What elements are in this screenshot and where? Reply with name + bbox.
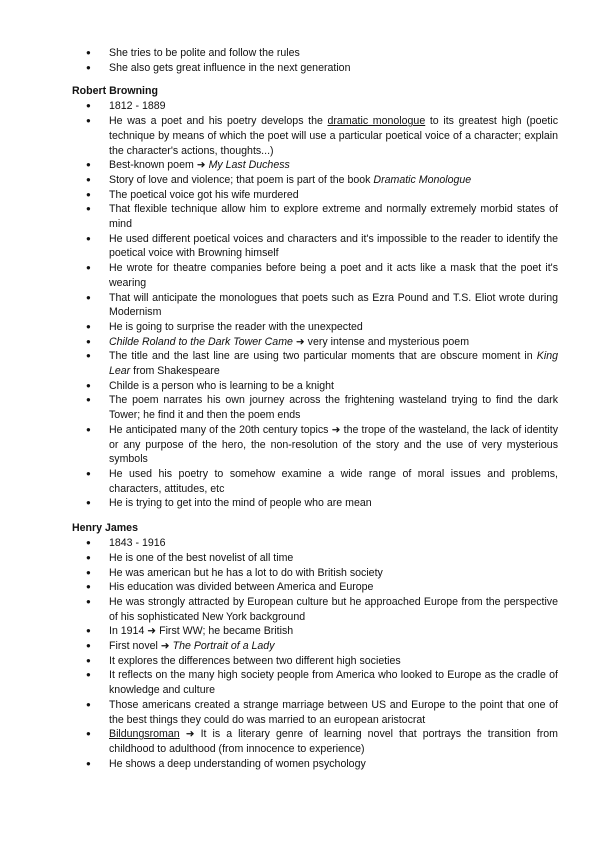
list-item: ● He is trying to get into the mind of people who are mean	[72, 496, 558, 511]
document-page	[72, 46, 558, 771]
list-item	[72, 639, 558, 654]
work-title: My Last Duchess	[208, 159, 290, 172]
text: Story of love and violence; that poem is part of the book	[109, 173, 374, 186]
section-heading-browning: Robert Browning	[72, 85, 158, 98]
list-item: ● 1843 - 1916	[72, 536, 558, 551]
james-list	[72, 536, 558, 771]
list-item: ● She also gets great influence in the next generation	[72, 61, 558, 76]
underlined-term: Bildungsroman	[109, 728, 180, 741]
list-item: ● The poem narrates his own journey across the frightening wasteland trying to find the dark Tower; he find it and then the poem ends	[72, 393, 558, 422]
work-title: King Lear	[109, 350, 558, 378]
work-title: Dramatic Monologue	[373, 173, 472, 186]
work-title: The Portrait of a Lady	[172, 640, 275, 653]
spacer	[72, 511, 558, 521]
underlined-term: dramatic monologue	[327, 115, 426, 128]
list-item	[72, 173, 558, 188]
list-item: ● He used his poetry to somehow examine a wide range of moral issues and problems, characters, attitudes, etc	[72, 467, 558, 496]
list-item: ● That will anticipate the monologues that poets such as Ezra Pound and T.S. Eliot wrote during Modernism	[72, 291, 558, 320]
list-item	[72, 335, 558, 350]
section-heading-james: Henry James	[72, 522, 138, 535]
list-item: ● It reflects on the many high society people from America who looked to Europe as the cradle of knowledge and culture	[72, 668, 558, 697]
list-item	[72, 349, 558, 378]
text: The title and the last line are using two particular moments that are obscure moment in	[109, 350, 537, 363]
text: from Shakespeare	[130, 365, 220, 378]
list-item: ● He is going to surprise the reader with the unexpected	[72, 320, 558, 335]
browning-list	[72, 99, 558, 511]
list-item: ● Those americans created a strange marriage between US and Europe to the point that one of the best things they could do was married to an european aristocrat	[72, 698, 558, 727]
list-item	[72, 114, 558, 158]
list-item: ● His education was divided between America and Europe	[72, 580, 558, 595]
list-item: ● He was strongly attracted by European culture but he approached Europe from the perspective of his sophisticated New York background	[72, 595, 558, 624]
text: to its greatest high (poetic technique by means of which the poet will use a particular poetical voice of a character; explain the character's actions, thoughts...)	[109, 115, 558, 157]
text: ➜ very intense and mysterious poem	[292, 335, 470, 348]
list-item: ● Childe is a person who is learning to be a knight	[72, 379, 558, 394]
list-item: ● She tries to be polite and follow the rules	[72, 46, 558, 61]
list-item: ● He used different poetical voices and characters and it's impossible to the reader to identify the poetical voice with Browning himself	[72, 232, 558, 261]
text: He was a poet and his poetry develops the	[109, 115, 328, 128]
list-item: ● That flexible technique allow him to explore extreme and normally extremely morbid states of mind	[72, 202, 558, 231]
list-item: ● It explores the differences between two different high societies	[72, 654, 558, 669]
spacer	[72, 75, 558, 84]
text: First novel ➜	[109, 640, 173, 653]
work-title: Childe Roland to the Dark Tower Came	[109, 335, 293, 348]
list-item	[72, 727, 558, 756]
text: Best-known poem ➜	[109, 159, 209, 172]
list-item: ● He is one of the best novelist of all time	[72, 551, 558, 566]
list-item: ● He was american but he has a lot to do with British society	[72, 566, 558, 581]
list-item: ● He anticipated many of the 20th century topics ➜ the trope of the wasteland, the lack of identity or any purpose of the hero, the non-resolution of the story and the use of very mysterious symbols	[72, 423, 558, 467]
list-item: ● The poetical voice got his wife murdered	[72, 188, 558, 203]
list-item	[72, 158, 558, 173]
list-item: ● He shows a deep understanding of women psychology	[72, 757, 558, 772]
text: ➜ It is a literary genre of learning novel that portrays the transition from childhood to adulthood (from innocence to experience)	[109, 728, 558, 755]
list-item: ● 1812 - 1889	[72, 99, 558, 114]
list-item: ● He wrote for theatre companies before being a poet and it acts like a mask that the poet it's wearing	[72, 261, 558, 290]
intro-list	[72, 46, 558, 75]
list-item: ● In 1914 ➜ First WW; he became British	[72, 624, 558, 639]
